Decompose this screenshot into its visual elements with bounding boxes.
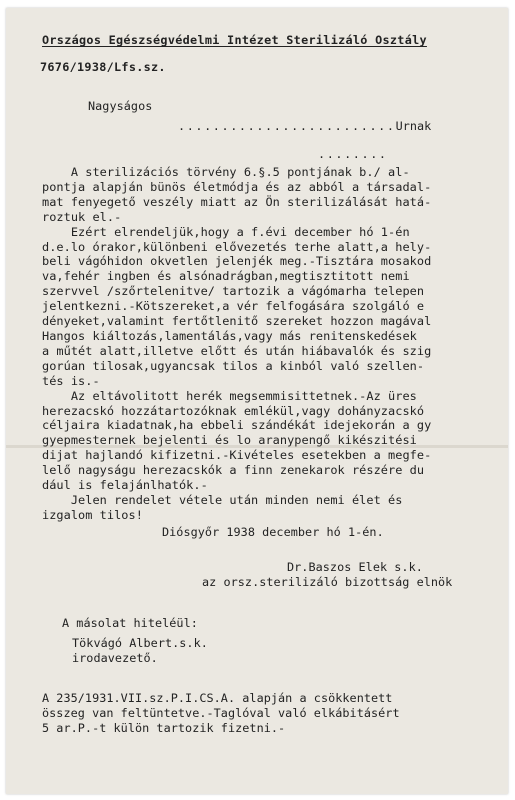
footer-line: összeg van feltüntetve.-Taglóval való elkábitásért [42, 706, 400, 720]
body-line: izgalom tilos! [42, 507, 143, 522]
footer-note [42, 691, 400, 736]
body-line: mat fenyegető veszély miatt az Ön sterilizálását hatá- [42, 194, 432, 209]
body-line: Ezért elrendeljük,hogy a f.évi december hó 1-én [42, 224, 410, 239]
salutation: Nagyságos [88, 99, 153, 113]
body-line: gorúan tilosak,ugyancsak tilos a kinból való szellen- [42, 358, 425, 373]
typed-letter-page [6, 8, 508, 794]
letterhead-title: Országos Egészségvédelmi Intézet Sterilizáló Osztály [42, 33, 427, 47]
body-line: d.e.lo órakor,különbeni elővezetés terhe alatt,a hely- [42, 239, 432, 254]
place-and-date: Diósgyőr 1938 december hó 1-én. [162, 525, 384, 539]
signer-title: az orsz.sterilizáló bizottság elnök [202, 575, 453, 589]
body-line: gyepmesternek bejelenti és lo aranypengő kikészitési [42, 433, 417, 448]
body-line: a műtét alatt,illetve előtt és után hiábavalók és szig [42, 343, 432, 358]
body-line: dijat hajlandó kifizetni.-Kivételes esetekben a megfe- [42, 448, 432, 463]
body-line: Az eltávolitott herék megsemmisittetnek.-Az üres [42, 388, 417, 403]
reference-number: 7676/1938/Lfs.sz. [40, 60, 166, 74]
copy-certification: A másolat hiteléül: [62, 616, 198, 630]
body-line: herezacskó hozzátartozóknak emlékül,vagy dohányzacskó [42, 403, 425, 418]
body-line: roztuk el.- [42, 209, 122, 224]
body-line: tés is.- [42, 373, 100, 388]
body-line: jelentkezni.-Kötszereket,a vér felfogására szolgáló e [42, 299, 425, 314]
body-line: beli vágóhidon okvetlen jelenjék meg.-Tisztára mosakod [42, 254, 432, 269]
footer-line: 5 ar.P.-t külön tartozik fizetni.- [42, 721, 286, 735]
body-line: céljaira kiadatnak,ha ebbeli szándékát idejekorán a gy [42, 418, 432, 433]
clerk-title: irodavezető. [72, 651, 158, 665]
urnak-word: Urnak [395, 119, 432, 133]
letter-body [42, 165, 431, 523]
body-line: szervvel /szőrtelenitve/ tartozik a vágómarha telepen [42, 284, 425, 299]
addressee-line [178, 119, 431, 133]
footer-line: A 235/1931.VII.sz.P.I.CS.A. alapján a csökkentett [42, 691, 393, 705]
clerk-block [72, 636, 208, 666]
body-line: dényeket,valamint fertőtlenitő szereket hozzon magával [42, 314, 432, 329]
signer-name: Dr.Baszos Elek s.k. [287, 560, 423, 574]
clerk-name: Tökvágó Albert.s.k. [72, 636, 208, 650]
address-blank-dots: ........ [318, 147, 388, 161]
body-line: lelő nagyságu herezacskók a finn zenekarok részére du [42, 463, 425, 478]
name-blank-dots: ......................... [178, 119, 396, 133]
body-line: pontja alapján bünös életmódja és az abból a társadal- [42, 179, 432, 194]
body-line: Jelen rendelet vétele után minden nemi élet és [42, 492, 403, 507]
body-line: va,fehér ingben és alsónadrágban,megtisztitott nemi [42, 269, 410, 284]
body-line: A sterilizációs törvény 6.§.5 pontjának b./ al- [42, 165, 410, 179]
body-line: dául is felajánlhatók.- [42, 478, 208, 493]
body-line: Hangos kiáltozás,lamentálás,vagy más renitenskedések [42, 328, 417, 343]
